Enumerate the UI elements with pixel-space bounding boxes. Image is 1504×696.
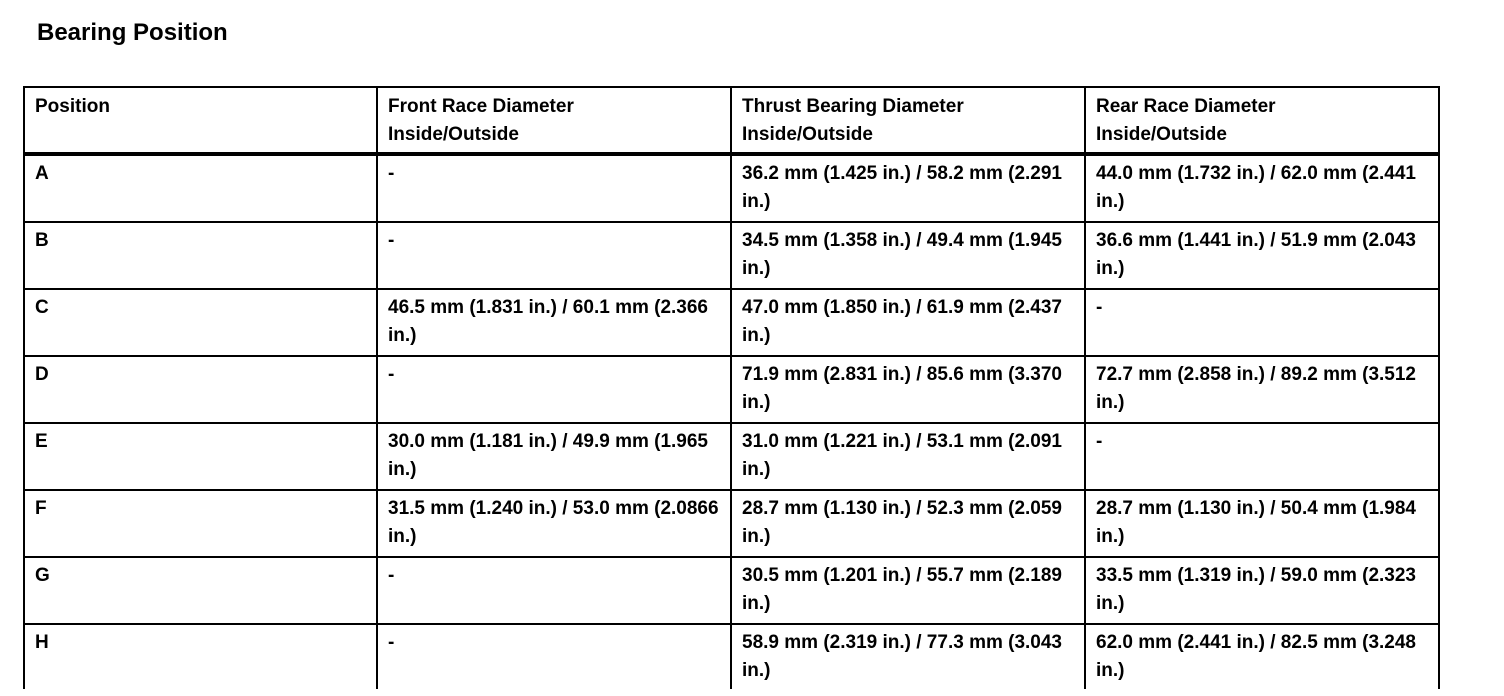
cell-rear-race: 28.7 mm (1.130 in.) / 50.4 mm (1.984 in.) [1085,490,1439,557]
cell-thrust-bearing: 34.5 mm (1.358 in.) / 49.4 mm (1.945 in.) [731,222,1085,289]
header-rear-race-diameter [1085,87,1439,154]
table-row [24,557,1439,624]
header-thrust-bearing-sublabel: Inside/Outside [742,123,873,145]
cell-rear-race: 62.0 mm (2.441 in.) / 82.5 mm (3.248 in.) [1096,632,1417,681]
cell-front-race: - [377,154,731,222]
cell-front-race: 46.5 mm (1.831 in.) / 60.1 mm (2.366 in.) [377,289,731,356]
cell-thrust-bearing: 71.9 mm (2.831 in.) / 85.6 mm (3.370 in.) [731,356,1085,423]
cell-rear-race: 44.0 mm (1.732 in.) / 62.0 mm (2.441 in.) [1085,154,1439,222]
cell-front-race: - [377,624,731,689]
cell-front-race: 31.5 mm (1.240 in.) / 53.0 mm (2.0866 in.) [377,490,731,557]
cell-front-race: - [377,557,731,624]
table-row [24,154,1439,222]
cell-position: C [24,289,377,356]
cell-rear-race: - [1085,423,1439,490]
table-body [24,154,1439,689]
header-rear-race-sublabel: Inside/Outside [1096,123,1227,145]
header-front-race-label: Front Race Diameter [388,96,574,117]
header-position-label: Position [35,96,110,117]
table-header [24,87,1439,154]
cell-position: H [24,624,377,689]
cell-position: G [24,557,377,624]
cell-position: F [24,490,377,557]
cell-position: A [24,154,377,222]
table-row [24,624,1439,689]
cell-front-race: - [377,222,731,289]
cell-front-race: 30.0 mm (1.181 in.) / 49.9 mm (1.965 in.) [377,423,731,490]
cell-thrust-bearing: 47.0 mm (1.850 in.) / 61.9 mm (2.437 in.) [731,289,1085,356]
cell-rear-race: 36.6 mm (1.441 in.) / 51.9 mm (2.043 in.) [1085,222,1439,289]
header-rear-race-label: Rear Race Diameter [1096,96,1276,117]
cell-thrust-bearing: 30.5 mm (1.201 in.) / 55.7 mm (2.189 in.) [731,557,1085,624]
cell-thrust-bearing: 28.7 mm (1.130 in.) / 52.3 mm (2.059 in.) [731,490,1085,557]
table-row [24,289,1439,356]
header-row [24,87,1439,154]
cell-position: D [24,356,377,423]
table-row [24,356,1439,423]
cell-thrust-bearing: 36.2 mm (1.425 in.) / 58.2 mm (2.291 in.) [731,154,1085,222]
header-position [24,87,377,154]
cell-front-race: - [377,356,731,423]
cell-rear-race: 33.5 mm (1.319 in.) / 59.0 mm (2.323 in.) [1085,557,1439,624]
cell-thrust-bearing: 58.9 mm (2.319 in.) / 77.3 mm (3.043 in.) [731,624,1085,689]
table-row [24,222,1439,289]
cell-position: E [24,423,377,490]
cell-position: B [24,222,377,289]
bearing-position-table [23,86,1440,689]
table-row [24,423,1439,490]
header-front-race-diameter [377,87,731,154]
header-front-race-sublabel: Inside/Outside [388,123,519,145]
table-row [24,490,1439,557]
cell-thrust-bearing: 31.0 mm (1.221 in.) / 53.1 mm (2.091 in.) [731,423,1085,490]
cell-rear-race: 72.7 mm (2.858 in.) / 89.2 mm (3.512 in.) [1085,356,1439,423]
header-thrust-bearing-diameter [731,87,1085,154]
cell-rear-race: - [1085,289,1439,356]
header-thrust-bearing-label: Thrust Bearing Diameter [742,96,964,117]
page-title: Bearing Position [37,19,228,46]
